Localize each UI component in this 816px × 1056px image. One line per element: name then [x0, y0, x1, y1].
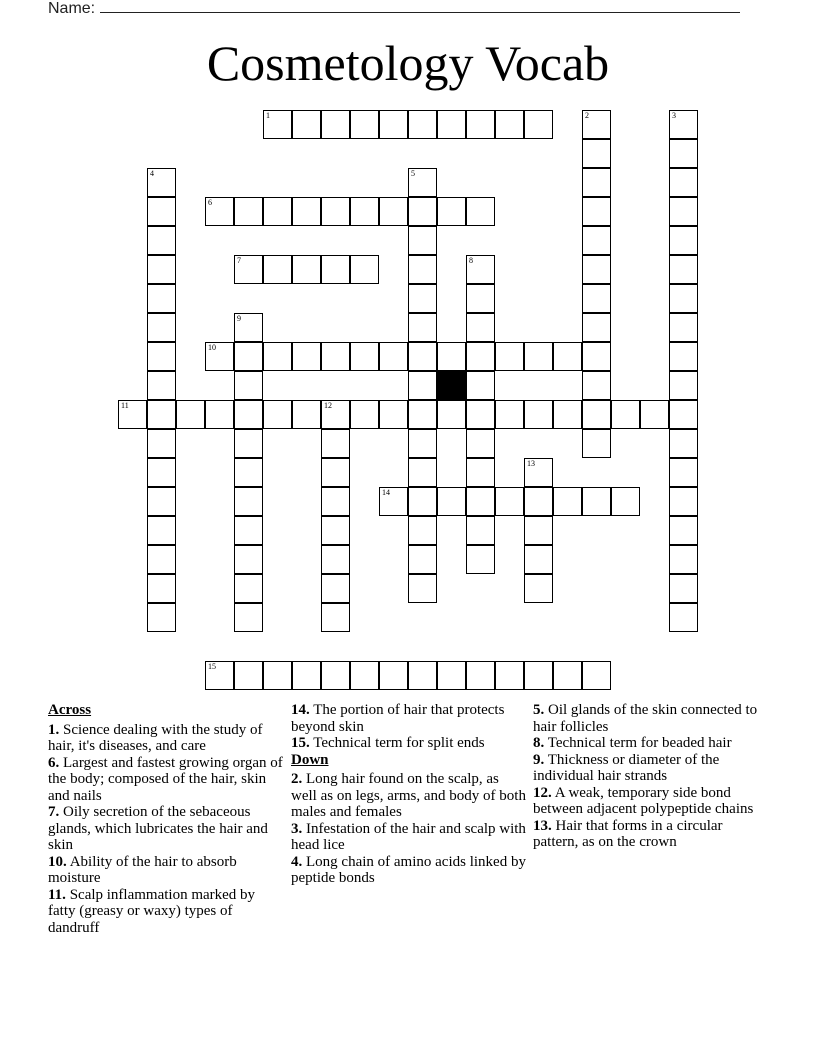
- grid-cell[interactable]: [321, 110, 350, 139]
- grid-cell[interactable]: [524, 487, 553, 516]
- grid-cell[interactable]: [234, 429, 263, 458]
- grid-cell[interactable]: [582, 226, 611, 255]
- grid-cell[interactable]: [147, 255, 176, 284]
- grid-cell[interactable]: [379, 342, 408, 371]
- grid-cell[interactable]: [669, 168, 698, 197]
- grid-cell[interactable]: [263, 400, 292, 429]
- clue: [533, 735, 769, 752]
- grid-cell[interactable]: [147, 516, 176, 545]
- clue: [48, 722, 284, 755]
- grid-cell[interactable]: [292, 400, 321, 429]
- clue-text: Long chain of amino acids linked by peptide bonds: [291, 853, 526, 886]
- grid-cell[interactable]: [582, 284, 611, 313]
- grid-cell[interactable]: [669, 284, 698, 313]
- clue-text: Hair that forms in a circular pattern, as on the crown: [533, 817, 723, 850]
- clue-number: 12.: [533, 784, 552, 801]
- grid-cell[interactable]: [234, 516, 263, 545]
- grid-cell[interactable]: [466, 458, 495, 487]
- grid-cell[interactable]: [582, 661, 611, 690]
- clue: [533, 752, 769, 785]
- grid-cell[interactable]: [466, 661, 495, 690]
- grid-cell[interactable]: [466, 429, 495, 458]
- grid-cell[interactable]: [669, 516, 698, 545]
- grid-cell[interactable]: [524, 545, 553, 574]
- grid-cell[interactable]: [234, 545, 263, 574]
- grid-cell[interactable]: [669, 371, 698, 400]
- grid-cell[interactable]: [263, 255, 292, 284]
- clue: [533, 702, 769, 735]
- grid-cell[interactable]: [321, 458, 350, 487]
- clue: [291, 702, 527, 735]
- clue-number: 15.: [291, 735, 310, 751]
- grid-cell[interactable]: [495, 400, 524, 429]
- grid-cell[interactable]: [553, 661, 582, 690]
- grid-cell[interactable]: [350, 110, 379, 139]
- grid-cell[interactable]: [147, 284, 176, 313]
- grid-cell[interactable]: [524, 574, 553, 603]
- grid-cell[interactable]: [408, 226, 437, 255]
- clue-number: 10.: [48, 853, 67, 870]
- grid-cell[interactable]: [495, 487, 524, 516]
- grid-cell[interactable]: [321, 516, 350, 545]
- grid-cell[interactable]: [379, 487, 408, 516]
- grid-cell[interactable]: [408, 313, 437, 342]
- grid-cell[interactable]: [611, 487, 640, 516]
- grid-cell[interactable]: [669, 487, 698, 516]
- grid-cell[interactable]: [553, 400, 582, 429]
- grid-cell[interactable]: [408, 371, 437, 400]
- clue-text: Infestation of the hair and scalp with head lice: [291, 820, 526, 853]
- grid-cell[interactable]: [234, 197, 263, 226]
- clue-number: 9.: [533, 751, 545, 768]
- grid-cell[interactable]: [292, 661, 321, 690]
- cell-number: 10: [208, 343, 216, 352]
- grid-cell[interactable]: [466, 255, 495, 284]
- grid-cell[interactable]: [582, 110, 611, 139]
- grid-cell[interactable]: [379, 661, 408, 690]
- clue-number: 11.: [48, 886, 66, 903]
- grid-cell[interactable]: [234, 342, 263, 371]
- grid-cell[interactable]: [669, 400, 698, 429]
- clue-number: 2.: [291, 771, 303, 787]
- grid-cell[interactable]: [408, 429, 437, 458]
- grid-cell[interactable]: [147, 487, 176, 516]
- grid-cell[interactable]: [466, 487, 495, 516]
- clue-text: A weak, temporary side bond between adjacent polypeptide chains: [533, 784, 754, 817]
- grid-cell[interactable]: [321, 429, 350, 458]
- clue: [533, 818, 769, 851]
- grid-cell[interactable]: [321, 487, 350, 516]
- grid-cell[interactable]: [669, 226, 698, 255]
- cell-number: 13: [527, 459, 535, 468]
- grid-cell[interactable]: [437, 400, 466, 429]
- grid-cell[interactable]: [408, 458, 437, 487]
- grid-cell[interactable]: [408, 284, 437, 313]
- cell-number: 14: [382, 488, 390, 497]
- grid-cell[interactable]: [640, 400, 669, 429]
- clue: [533, 785, 769, 818]
- grid-cell[interactable]: [147, 313, 176, 342]
- grid-cell[interactable]: [234, 313, 263, 342]
- grid-cell[interactable]: [321, 255, 350, 284]
- grid-cell[interactable]: [408, 516, 437, 545]
- grid-cell[interactable]: [408, 574, 437, 603]
- grid-cell[interactable]: [437, 197, 466, 226]
- grid-cell[interactable]: [466, 371, 495, 400]
- clue-number: 1.: [48, 721, 60, 738]
- grid-cell[interactable]: [292, 197, 321, 226]
- grid-cell[interactable]: [234, 371, 263, 400]
- clue: [291, 771, 527, 821]
- grid-cell[interactable]: [669, 255, 698, 284]
- grid-cell[interactable]: [437, 661, 466, 690]
- grid-cell[interactable]: [408, 342, 437, 371]
- grid-cell[interactable]: [205, 661, 234, 690]
- grid-cell[interactable]: [669, 342, 698, 371]
- clue-text: The portion of hair that protects beyond skin: [291, 702, 505, 735]
- grid-cell[interactable]: [669, 139, 698, 168]
- grid-cell[interactable]: [408, 110, 437, 139]
- grid-cell[interactable]: [553, 487, 582, 516]
- grid-cell[interactable]: [524, 661, 553, 690]
- grid-cell[interactable]: [437, 110, 466, 139]
- grid-cell[interactable]: [582, 197, 611, 226]
- grid-cell[interactable]: [350, 661, 379, 690]
- grid-cell[interactable]: [408, 487, 437, 516]
- grid-cell[interactable]: [321, 661, 350, 690]
- grid-cell[interactable]: [582, 255, 611, 284]
- grid-cell[interactable]: [321, 545, 350, 574]
- cell-number: 2: [585, 111, 589, 120]
- cell-number: 4: [150, 169, 154, 178]
- cell-number: 9: [237, 314, 241, 323]
- grid-cell[interactable]: [582, 400, 611, 429]
- grid-cell[interactable]: [205, 342, 234, 371]
- grid-cell[interactable]: [379, 400, 408, 429]
- grid-cell[interactable]: [524, 110, 553, 139]
- cell-number: 11: [121, 401, 129, 410]
- grid-cell[interactable]: [408, 255, 437, 284]
- clue: [48, 804, 284, 854]
- grid-cell[interactable]: [147, 458, 176, 487]
- grid-cell[interactable]: [350, 197, 379, 226]
- clue-number: 7.: [48, 804, 60, 820]
- grid-cell[interactable]: [582, 371, 611, 400]
- grid-cell[interactable]: [234, 255, 263, 284]
- grid-cell[interactable]: [408, 168, 437, 197]
- clue-text: Ability of the hair to absorb moisture: [48, 853, 237, 886]
- clue-number: 5.: [533, 702, 545, 718]
- clue: [48, 854, 284, 887]
- grid-cell[interactable]: [147, 342, 176, 371]
- grid-cell[interactable]: [524, 342, 553, 371]
- grid-cell[interactable]: [234, 487, 263, 516]
- clue-number: 8.: [533, 735, 545, 751]
- grid-cell[interactable]: [147, 603, 176, 632]
- grid-cell[interactable]: [466, 342, 495, 371]
- grid-cell[interactable]: [669, 458, 698, 487]
- grid-cell[interactable]: [437, 487, 466, 516]
- grid-cell[interactable]: [321, 342, 350, 371]
- grid-cell[interactable]: [466, 313, 495, 342]
- grid-cell[interactable]: [437, 342, 466, 371]
- grid-cell[interactable]: [234, 661, 263, 690]
- cell-number: 5: [411, 169, 415, 178]
- grid-cell[interactable]: [582, 429, 611, 458]
- clue-text: Technical term for split ends: [313, 735, 485, 751]
- grid-cell[interactable]: [408, 197, 437, 226]
- grid-cell[interactable]: [582, 139, 611, 168]
- grid-cell[interactable]: [408, 661, 437, 690]
- clue-number: 4.: [291, 853, 303, 870]
- black-cell: [437, 371, 466, 400]
- clue-text: Scalp inflammation marked by fatty (greasy or waxy) types of dandruff: [48, 886, 256, 936]
- grid-cell[interactable]: [669, 545, 698, 574]
- puzzle-title: Cosmetology Vocab: [206, 35, 610, 91]
- clue-text: Oil glands of the skin connected to hair follicles: [533, 702, 758, 735]
- grid-cell[interactable]: [582, 168, 611, 197]
- grid-cell[interactable]: [147, 226, 176, 255]
- clue-column-1: [48, 702, 284, 936]
- clue-text: Largest and fastest growing organ of the body; composed of the hair, skin and nails: [48, 754, 283, 804]
- clue-number: 6.: [48, 754, 60, 771]
- grid-cell[interactable]: [292, 255, 321, 284]
- grid-cell[interactable]: [466, 400, 495, 429]
- grid-cell[interactable]: [611, 400, 640, 429]
- cell-number: 7: [237, 256, 241, 265]
- cell-number: 15: [208, 662, 216, 671]
- grid-cell[interactable]: [582, 313, 611, 342]
- grid-cell[interactable]: [263, 197, 292, 226]
- grid-cell[interactable]: [321, 400, 350, 429]
- name-label: Name:: [48, 0, 96, 17]
- grid-cell[interactable]: [350, 342, 379, 371]
- grid-cell[interactable]: [234, 603, 263, 632]
- grid-cell[interactable]: [205, 197, 234, 226]
- cell-number: 1: [266, 111, 270, 120]
- grid-cell[interactable]: [408, 400, 437, 429]
- grid-cell[interactable]: [292, 110, 321, 139]
- grid-cell[interactable]: [263, 342, 292, 371]
- clue-text: Oily secretion of the sebaceous glands, which lubricates the hair and skin: [48, 804, 268, 853]
- grid-cell[interactable]: [553, 342, 582, 371]
- grid-cell[interactable]: [321, 574, 350, 603]
- grid-cell[interactable]: [466, 110, 495, 139]
- clue: [291, 735, 527, 752]
- grid-cell[interactable]: [147, 545, 176, 574]
- grid-cell[interactable]: [147, 400, 176, 429]
- grid-cell[interactable]: [234, 574, 263, 603]
- grid-cell[interactable]: [524, 516, 553, 545]
- grid-cell[interactable]: [234, 400, 263, 429]
- clue: [48, 887, 284, 937]
- clue: [291, 821, 527, 854]
- grid-cell[interactable]: [466, 284, 495, 313]
- grid-cell[interactable]: [466, 545, 495, 574]
- grid-cell[interactable]: [495, 342, 524, 371]
- grid-cell[interactable]: [234, 458, 263, 487]
- grid-cell[interactable]: [321, 197, 350, 226]
- grid-cell[interactable]: [147, 168, 176, 197]
- grid-cell[interactable]: [669, 313, 698, 342]
- clue-column-2: [291, 702, 527, 887]
- clue: [48, 755, 284, 805]
- clue-number: 3.: [291, 820, 303, 837]
- grid-cell[interactable]: [176, 400, 205, 429]
- grid-cell[interactable]: [147, 574, 176, 603]
- clue-text: Long hair found on the scalp, as well as on legs, arms, and body of both males and females: [291, 771, 526, 820]
- grid-cell[interactable]: [669, 603, 698, 632]
- grid-cell[interactable]: [466, 197, 495, 226]
- grid-cell[interactable]: [263, 110, 292, 139]
- grid-cell[interactable]: [147, 371, 176, 400]
- clue-number: 13.: [533, 817, 552, 834]
- grid-cell[interactable]: [669, 574, 698, 603]
- clue: [291, 854, 527, 887]
- grid-cell[interactable]: [524, 458, 553, 487]
- clue-heading-across: Across: [48, 702, 92, 718]
- grid-cell[interactable]: [205, 400, 234, 429]
- grid-cell[interactable]: [350, 400, 379, 429]
- grid-cell[interactable]: [669, 197, 698, 226]
- grid-cell[interactable]: [669, 429, 698, 458]
- grid-cell[interactable]: [408, 545, 437, 574]
- grid-cell[interactable]: [118, 400, 147, 429]
- grid-cell[interactable]: [147, 197, 176, 226]
- grid-cell[interactable]: [379, 110, 408, 139]
- cell-number: 6: [208, 198, 212, 207]
- cell-number: 12: [324, 401, 332, 410]
- grid-cell[interactable]: [350, 255, 379, 284]
- grid-cell[interactable]: [147, 429, 176, 458]
- clue-text: Technical term for beaded hair: [547, 735, 732, 751]
- clue-text: Science dealing with the study of hair, it's diseases, and care: [48, 721, 263, 754]
- grid-cell[interactable]: [582, 342, 611, 371]
- clue-number: 14.: [291, 702, 310, 718]
- grid-cell[interactable]: [292, 342, 321, 371]
- grid-cell[interactable]: [669, 110, 698, 139]
- clue-heading-down: Down: [291, 751, 329, 768]
- grid-cell[interactable]: [466, 516, 495, 545]
- grid-cell[interactable]: [321, 603, 350, 632]
- grid-cell[interactable]: [495, 110, 524, 139]
- cell-number: 3: [672, 111, 676, 120]
- grid-cell[interactable]: [263, 661, 292, 690]
- grid-cell[interactable]: [495, 661, 524, 690]
- clue-column-3: [533, 702, 769, 851]
- clue-text: Thickness or diameter of the individual hair strands: [533, 751, 720, 784]
- grid-cell[interactable]: [524, 400, 553, 429]
- cell-number: 8: [469, 256, 473, 265]
- grid-cell[interactable]: [582, 487, 611, 516]
- grid-cell[interactable]: [379, 197, 408, 226]
